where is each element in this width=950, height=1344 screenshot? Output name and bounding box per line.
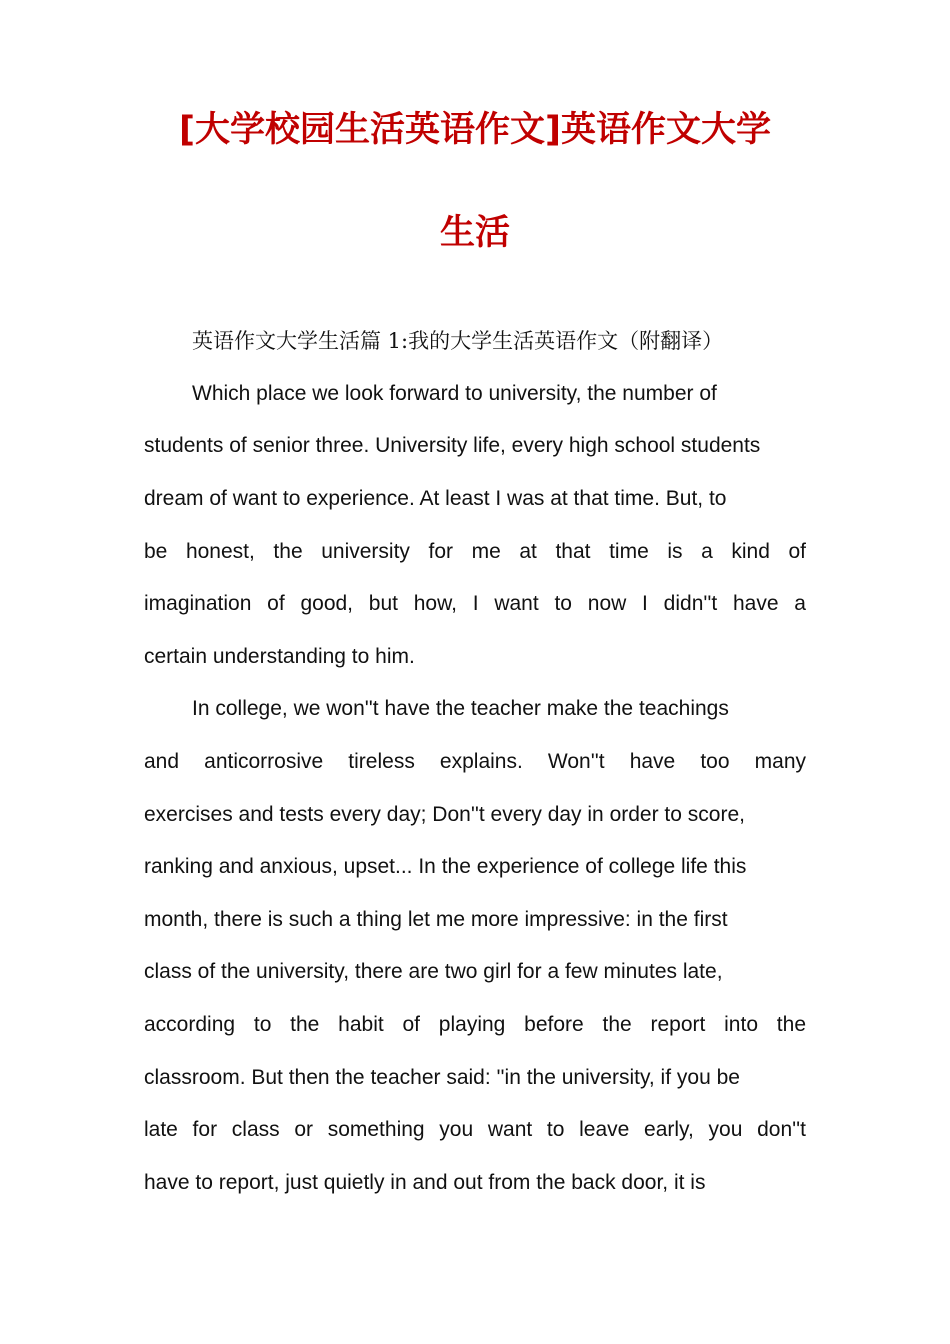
body-text-line: according to the habit of playing before the report into the: [144, 1013, 806, 1036]
document-title-line-1: [大学校园生活英语作文]英语作文大学: [179, 110, 771, 150]
body-text-line: ranking and anxious, upset... In the experience of college life this: [144, 855, 747, 878]
body-text-line: imagination of good, but how, I want to now I didn''t have a: [144, 592, 806, 615]
body-text-line: dream of want to experience. At least I was at that time. But, to: [144, 487, 727, 510]
body-text-line: exercises and tests every day; Don''t every day in order to score,: [144, 803, 745, 826]
body-text-line: have to report, just quietly in and out from the back door, it is: [144, 1171, 706, 1194]
body-text-line: certain understanding to him.: [144, 645, 415, 668]
document-title-line-2: 生活: [439, 213, 510, 253]
body-text-line: Which place we look forward to university, the number of: [192, 382, 717, 405]
body-text-line: late for class or something you want to leave early, you don''t: [144, 1118, 806, 1141]
section-subheading: 英语作文大学生活篇 1:我的大学生活英语作文（附翻译）: [192, 329, 724, 353]
body-text-line: classroom. But then the teacher said: ''in the university, if you be: [144, 1066, 740, 1089]
body-text-line: month, there is such a thing let me more impressive: in the first: [144, 908, 728, 931]
body-text-line: students of senior three. University life, every high school students: [144, 434, 761, 457]
body-text-line: class of the university, there are two girl for a few minutes late,: [144, 960, 723, 983]
body-text-line: be honest, the university for me at that time is a kind of: [144, 540, 806, 563]
body-text-line: In college, we won''t have the teacher make the teachings: [192, 697, 729, 720]
body-text-line: and anticorrosive tireless explains. Won''t have too many: [144, 750, 806, 773]
